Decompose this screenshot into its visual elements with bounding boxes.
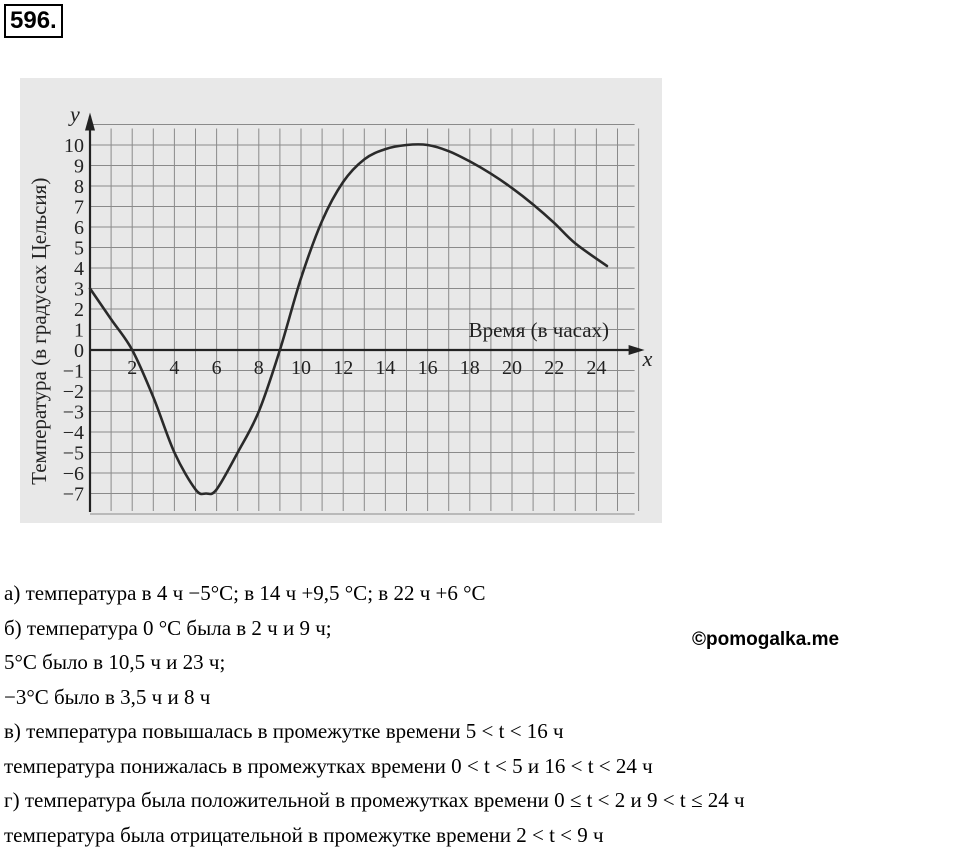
x-tick-label: 12 (333, 357, 354, 379)
y-tick-label: −5 (62, 442, 84, 465)
y-axis-letter: y (70, 101, 80, 127)
y-axis-arrow (85, 113, 95, 131)
x-axis-label: Время (в часах) (468, 318, 610, 342)
problem-number: 596. (4, 4, 63, 38)
y-tick-label: 8 (74, 176, 84, 198)
x-tick-label: 2 (127, 357, 138, 379)
answer-line: г) температура была положительной в промежутках времени 0 ≤ t < 2 и 9 < t ≤ 24 ч (4, 788, 745, 812)
y-tick-label: 7 (74, 196, 84, 219)
x-tick-label: 16 (417, 357, 438, 379)
answer-line: в) температура повышалась в промежутке времени 5 < t < 16 ч (4, 719, 564, 743)
y-axis-label: Температура (в градусах Цельсия) (27, 177, 51, 485)
y-tick-label: −7 (62, 483, 84, 506)
x-tick-label: 22 (544, 357, 565, 379)
y-tick-label: 1 (74, 319, 84, 342)
y-tick-label: 10 (64, 135, 84, 157)
x-axis-letter: x (642, 346, 653, 371)
answer-line: −3°С было в 3,5 ч и 8 ч (4, 684, 211, 709)
x-tick-label: 24 (586, 357, 607, 379)
answer-line: 5°С было в 10,5 ч и 23 ч; (4, 650, 226, 674)
watermark: ©pomogalka.me (692, 629, 840, 650)
x-tick-label: 18 (459, 357, 480, 379)
x-tick-label: 6 (211, 357, 222, 379)
y-tick-label: 5 (74, 237, 84, 260)
y-tick-label: 0 (74, 340, 84, 362)
y-tick-label: −4 (62, 422, 84, 444)
y-tick-label: 9 (74, 155, 84, 178)
y-tick-label: −2 (62, 381, 84, 403)
y-tick-label: −6 (62, 463, 84, 485)
answers-block (4, 576, 960, 852)
answer-line: температура была отрицательной в промежутке времени 2 < t < 9 ч (4, 822, 604, 847)
x-tick-label: 8 (253, 357, 264, 379)
y-tick-label: 4 (74, 258, 84, 280)
answer-line: а) температура в 4 ч −5°С; в 14 ч +9,5 °С; в 22 ч +6 °С (4, 581, 486, 605)
x-tick-label: 14 (375, 357, 396, 379)
y-tick-label: 2 (74, 299, 84, 321)
y-tick-label: 3 (74, 278, 84, 301)
y-tick-label: 6 (74, 217, 84, 239)
x-tick-label: 20 (502, 357, 522, 379)
answer-line: б) температура 0 °С была в 2 ч и 9 ч; (4, 615, 332, 640)
x-tick-label: 10 (291, 357, 311, 379)
answer-line: температура понижалась в промежутках времени 0 < t < 5 и 16 < t < 24 ч (4, 753, 653, 778)
y-tick-label: −3 (62, 401, 84, 424)
y-tick-label: −1 (62, 360, 84, 383)
x-tick-label: 4 (169, 357, 180, 379)
